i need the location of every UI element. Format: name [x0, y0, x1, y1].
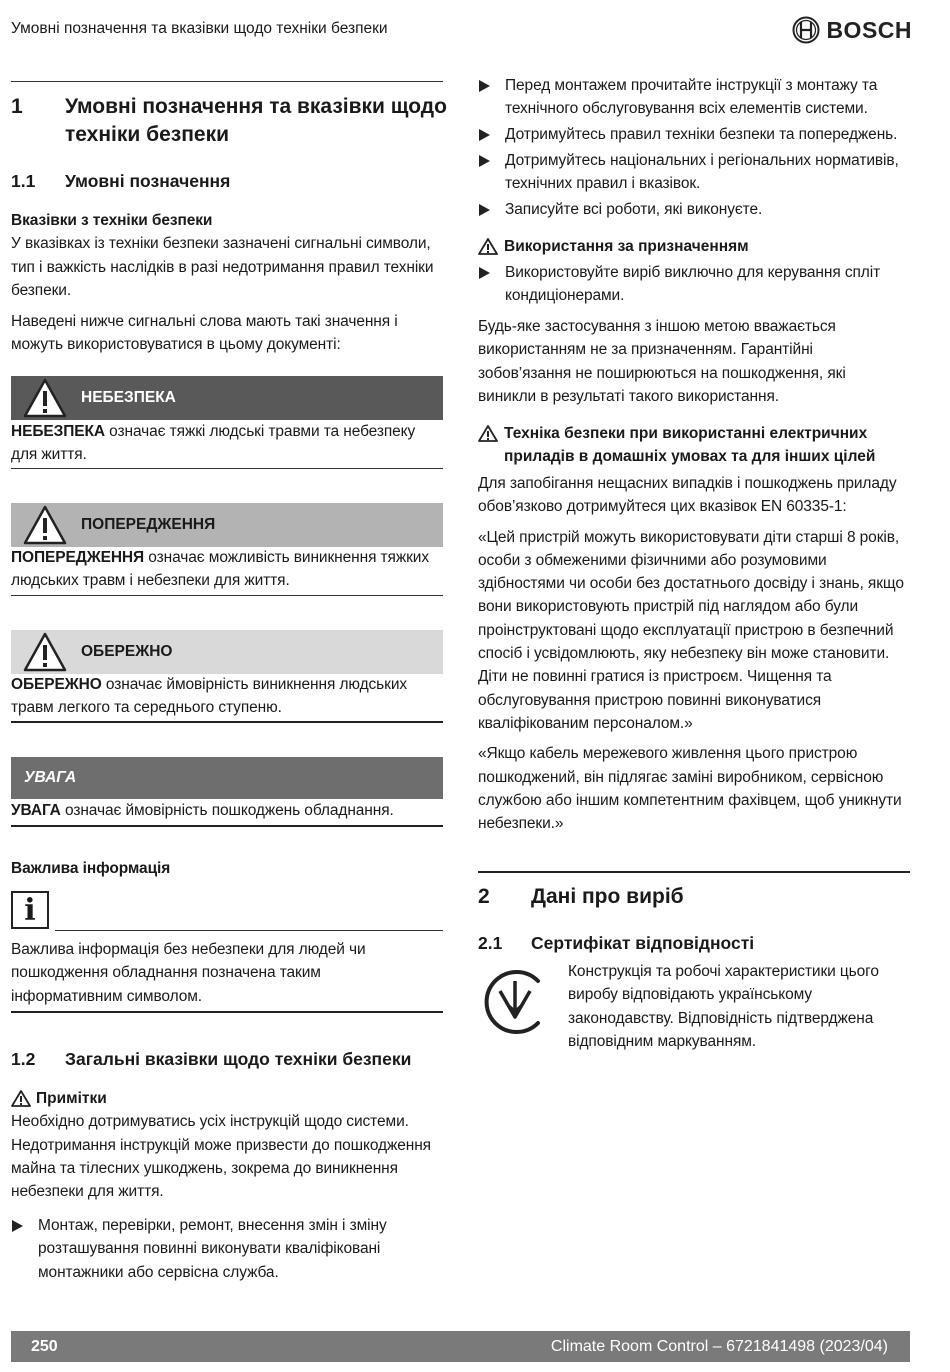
text-line: «Якщо кабель мережевого живлення цього пристрою [478, 745, 858, 763]
caution-banner [11, 630, 443, 674]
divider [11, 1011, 443, 1013]
divider [478, 871, 910, 873]
text-fragment: означає можливість виникнення тяжких [144, 549, 430, 566]
list-item [478, 198, 910, 221]
electrical-safety-heading [478, 422, 910, 469]
text-line: Дотримуйтесь національних і регіональних нормативів, [505, 152, 899, 169]
text-line: особи з обмеженими фізичними або розумовими [478, 551, 827, 569]
brand-name: BOSCH [826, 16, 912, 43]
danger-label: НЕБЕЗПЕКА [81, 389, 176, 406]
text-line: Важлива інформація без небезпеки для людей чи [11, 941, 366, 958]
text-line: проінструктовані щодо експлуатації пристрою в безпечний [478, 621, 894, 639]
text-line: законодавству. Відповідність підтверджена [568, 1009, 874, 1027]
warning-triangle-icon [23, 505, 67, 545]
text-line: для життя. [11, 446, 87, 464]
text-line: здібностями чи особи без достатнього досвіду і знань, якщо [478, 575, 904, 593]
text-line: кваліфікованим персоналом.» [478, 714, 693, 732]
list-item [478, 149, 910, 196]
triangle-right-icon [12, 1220, 23, 1232]
text-line: безпеки. [11, 281, 72, 299]
text-line: використанням не за призначенням. Гарантійні [478, 341, 813, 359]
text-line: обов’язково дотримуйтеся цих вказівок EN 60335-1: [478, 498, 847, 516]
list-item [11, 1214, 443, 1284]
text-line: Конструкція та робочі характеристики цього [568, 963, 879, 980]
danger-description [11, 420, 443, 467]
text-line: монтажники або сервісна служба. [38, 1263, 279, 1281]
text-line: технічних правил і вказівок. [505, 175, 701, 193]
text-line: пошкоджений, він підлягає заміні виробником, сервісною [478, 768, 884, 786]
text-line: Використовуйте виріб виключно для керування спліт [505, 264, 881, 281]
text-line: людських травм і небезпеки для життя. [11, 572, 290, 590]
text-line: Недотримання інструкцій може призвести до пошкодження [11, 1136, 431, 1154]
divider [55, 930, 443, 931]
text-line: можуть використовуватися в цьому документі: [11, 336, 341, 354]
bosch-logo [792, 16, 912, 44]
warning-triangle-icon [478, 238, 498, 255]
certificate-text [568, 960, 913, 1053]
section-2-title: Дані про виріб [531, 885, 684, 908]
divider [11, 721, 443, 723]
intended-use-title: Використання за призначенням [504, 238, 749, 255]
warning-label: ПОПЕРЕДЖЕННЯ [81, 516, 216, 533]
section-1-title-line: Умовні позначення та вказівки щодо [65, 95, 447, 118]
notice-description [11, 799, 443, 822]
text-line: спосіб і усвідомлюють, яку небезпеку він може становити. [478, 645, 890, 663]
warning-banner [11, 503, 443, 547]
list-item [478, 261, 910, 308]
text-line: Для запобігання нещасних випадків і пошкоджень приладу [478, 475, 897, 492]
divider [11, 825, 443, 827]
text-line: виробу відповідають українському [568, 986, 812, 1004]
text-line: технічного обслуговування всіх елементів системи. [505, 100, 868, 118]
text-line: тип і важкість наслідків в разі недотримання правил техніки [11, 258, 434, 276]
section-1-title [65, 93, 447, 149]
text-line: Монтаж, перевірки, ремонт, внесення змін і зміну [38, 1217, 387, 1234]
page-header-title: Умовні позначення та вказівки щодо техніки безпеки [11, 20, 388, 37]
intended-use-heading [478, 235, 749, 258]
danger-keyword: НЕБЕЗПЕКА [11, 423, 105, 440]
intended-use-text [478, 315, 910, 408]
electrical-safety-title-line: Техніка безпеки при використанні електричних [504, 425, 868, 442]
document-reference: Climate Room Control – 6721841498 (2023/04) [550, 1337, 888, 1355]
text-line: відповідним маркуванням. [568, 1032, 756, 1050]
important-info-heading: Важлива інформація [11, 860, 171, 877]
section-1-title-line: техніки безпеки [65, 123, 230, 146]
text-line: Дотримуйтесь правил техніки безпеки та попереджень. [505, 126, 898, 143]
text-line: пошкодження обладнання позначена таким [11, 964, 321, 982]
electrical-safety-title-line: приладів в домашніх умовах та для інших цілей [504, 448, 876, 466]
text-line: «Цей пристрій можуть використовувати діти старші 8 років, [478, 528, 900, 546]
text-line: небезпеки.» [478, 815, 564, 833]
warning-keyword: ПОПЕРЕДЖЕННЯ [11, 549, 145, 566]
triangle-right-icon [479, 80, 490, 92]
triangle-right-icon [479, 267, 490, 279]
section-2-1-number: 2.1 [478, 933, 503, 953]
list-item [478, 74, 910, 121]
text-line: виникли в результаті такого використання. [478, 387, 779, 405]
text-line: Діти не повинні гратися із пристроєм. Чищення та [478, 668, 832, 686]
text-line: небезпеки для життя. [11, 1183, 164, 1201]
page-number: 250 [31, 1337, 58, 1355]
section-1-number: 1 [11, 95, 23, 118]
page-footer [11, 1331, 910, 1362]
triangle-right-icon [479, 204, 490, 216]
text-line: Будь-яке застосування з іншою метою вважається [478, 318, 836, 335]
text-line: майна та тілесних ушкоджень, зокрема до виникнення [11, 1159, 398, 1177]
section-1-2-number: 1.2 [11, 1049, 36, 1069]
text-line: обслуговування пристрою повинні виконуватися [478, 691, 822, 709]
warning-triangle-icon [23, 378, 67, 418]
section-1-1-number: 1.1 [11, 171, 36, 191]
text-line: розташування повинні виконувати кваліфіковані [38, 1240, 381, 1258]
text-line: травм легкого та середнього ступеню. [11, 699, 282, 717]
danger-banner [11, 376, 443, 420]
section-2-1-title: Сертифікат відповідності [531, 933, 755, 953]
caution-keyword: ОБЕРЕЖНО [11, 676, 102, 693]
notice-label: УВАГА [24, 769, 77, 786]
divider [11, 468, 443, 469]
section-2-number: 2 [478, 885, 490, 908]
section-1-2-title: Загальні вказівки щодо техніки безпеки [65, 1049, 412, 1069]
section-1-1-title: Умовні позначення [65, 171, 231, 191]
safety-instructions-heading: Вказівки з техніки безпеки [11, 212, 213, 229]
electrical-safety-text [478, 472, 918, 835]
text-line: У вказівках із техніки безпеки зазначені сигнальні символи, [11, 235, 431, 253]
text-line: інформативним символом. [11, 987, 203, 1005]
warning-triangle-icon [478, 425, 498, 442]
text-line: Наведені нижче сигнальні слова мають такі значення і [11, 313, 398, 331]
text-line: кондиціонерами. [505, 287, 625, 305]
notes-heading: Примітки [36, 1090, 107, 1107]
divider [11, 595, 443, 596]
text-fragment: означає тяжкі людські травми та небезпеку [104, 423, 416, 440]
info-icon: i [11, 891, 49, 929]
text-fragment: означає ймовірність виникнення людських [101, 676, 408, 693]
list-item [478, 123, 910, 146]
text-line: Перед монтажем прочитайте інструкції з монтажу та [505, 77, 878, 94]
text-line: вони використовують пристрій під наглядом або були [478, 598, 859, 616]
text-line: Записуйте всі роботи, які виконуєте. [505, 201, 763, 218]
warning-triangle-icon [23, 632, 67, 672]
warning-triangle-icon [11, 1090, 31, 1107]
notice-banner [11, 757, 443, 799]
text-line: службою або іншим компетентним фахівцем, щоб уникнути [478, 791, 902, 809]
notice-keyword: УВАГА [11, 802, 61, 819]
bosch-armature-icon [792, 16, 820, 44]
ukrsepro-mark-icon [480, 967, 550, 1037]
safety-instructions-block [11, 209, 443, 357]
text-fragment: означає ймовірність пошкоджень обладнання. [60, 802, 394, 819]
caution-description [11, 673, 443, 720]
important-info-text [11, 938, 443, 1008]
divider [11, 81, 443, 82]
notes-block [11, 1087, 443, 1203]
text-line: зобов’язання не поширюються на пошкодження, які [478, 364, 846, 382]
triangle-right-icon [479, 155, 490, 167]
warning-description [11, 546, 443, 593]
text-line: Необхідно дотримуватись усіх інструкцій щодо системи. [11, 1113, 409, 1131]
triangle-right-icon [479, 129, 490, 141]
caution-label: ОБЕРЕЖНО [81, 643, 173, 660]
